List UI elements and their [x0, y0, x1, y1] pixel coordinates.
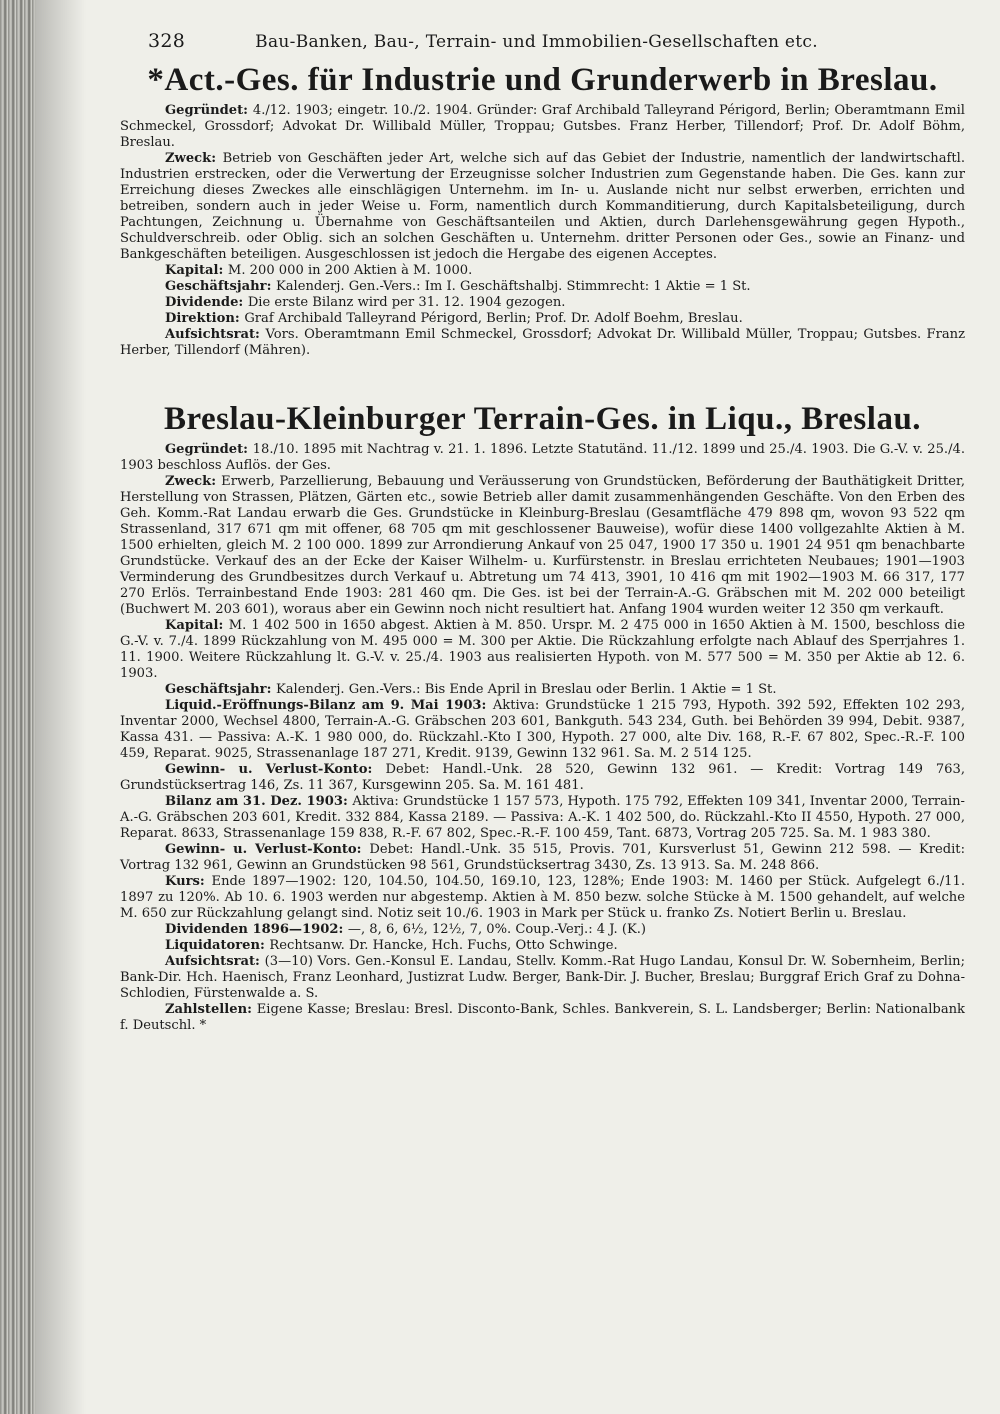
section-label: Bilanz am 31. Dez. 1903 :	[165, 794, 352, 809]
entry-paragraph	[120, 794, 965, 842]
section-text: Die erste Bilanz wird per 31. 12. 1904 gezogen.	[247, 295, 566, 310]
section-label: Zweck :	[165, 474, 221, 489]
section-label: Kapital :	[165, 263, 228, 278]
section-text: Graf Archibald Talleyrand Périgord, Berlin; Prof. Dr. Adolf Boehm, Breslau.	[244, 311, 743, 326]
section-label: Aufsichtsrat :	[165, 327, 266, 342]
running-head	[120, 30, 965, 52]
section-text: Erwerb, Parzellierung, Bebauung und Veräusserung von Grundstücken, Beförderung der Bauthätigkeit Dritter, Herstellung von Strassen, Plätzen, Gärten etc., sowie Betrieb aller damit zusammenhängenden Geschäfte. Von den Erben des Geh. Komm.-Rat Landau erwarb die Ges. Grundstücke in Kleinburg-Breslau (Gesamtfläche 479 898 qm, wovon 93 522 qm Strassenland, 317 671 qm mit offener, 68 705 qm mit geschlossener Bauweise), wofür diese 1400 vollgezahlte Aktien à M. 1500 erhielten, gleich M. 2 100 000. 1899 zur Arrondierung Ankauf von 25 047, 1900 17 350 u. 1901 24 951 qm benachbarte Grundstücke. Verkauf des an der Ecke der Kaiser Wilhelm- u. Kurfürstenstr. in Breslau errichteten Neubaues; 1901—1903 Verminderung des Grundbesitzes durch Verkauf u. Abtretung um 74 413, 3901, 10 416 qm mit 1902—1903 M. 66 317, 177 270 Erlös. Terrainbestand Ende 1903: 281 460 qm. Die Ges. ist bei der Terrain-A.-G. Gräbschen mit M. 202 000 beteiligt (Buchwert M. 203 601), woraus aber ein Gewinn noch nicht resultiert hat. Anfang 1904 wurden weiter 12 350 qm verkauft.	[120, 474, 965, 617]
entry-paragraph	[120, 442, 965, 474]
entry-paragraph	[120, 682, 965, 698]
section-label: Geschäftsjahr :	[165, 279, 276, 294]
section-text: Eigene Kasse; Breslau: Bresl. Disconto-Bank, Schles. Bankverein, S. L. Landsberger; Berlin: Nationalbank f. Deutschl. *	[120, 1002, 965, 1033]
section-text: Kalenderj. Gen.-Vers.: Im I. Geschäftshalbj. Stimmrecht: 1 Aktie = 1 St.	[275, 279, 751, 294]
section-label: Direktion :	[165, 311, 244, 326]
entry-paragraph	[120, 311, 965, 327]
entry-paragraph	[120, 842, 965, 874]
running-title: Bau-Banken, Bau-, Terrain- und Immobilien-Gesellschaften etc.	[255, 32, 818, 52]
section-label: Geschäftsjahr :	[165, 682, 276, 697]
section-label: Liquid.-Eröffnungs-Bilanz am 9. Mai 1903 :	[165, 698, 493, 713]
entry-paragraph	[120, 922, 965, 938]
company-entry-body	[120, 103, 965, 359]
section-text: —, 8, 6, 6½, 12½, 7, 0%. Coup.-Verj.: 4 J. (K.)	[347, 922, 646, 937]
section-label: Kurs :	[165, 874, 212, 889]
company-title: Breslau-Kleinburger Terrain-Ges. in Liqu., Breslau.	[163, 401, 922, 437]
section-text: Aktiva: Grundstücke 1 157 573, Hypoth. 175 792, Effekten 109 341, Inventar 2000, Terrain-A.-G. Gräbschen 203 601, Kredit. 332 884, Kassa 2189. — Passiva: A.-K. 1 402 500, do. Rückzahl.-Kto II 4550, Hypoth. 27 000, Reparat. 8633, Strassenanlage 159 838, R.-F. 67 802, Spec.-R.-F. 100 459, Tant. 6873, Vortrag 205 725. Sa. M. 1 983 380.	[120, 794, 965, 841]
company-entry-body	[120, 442, 965, 1034]
section-text: Debet: Handl.-Unk. 35 515, Provis. 701, Kursverlust 51, Gewinn 212 598. — Kredit: Vortrag 132 961, Gewinn an Grundstücken 98 561, Grundstücksertrag 3430, Zs. 13 913. Sa. M. 248 866.	[120, 842, 965, 873]
entry-paragraph	[120, 295, 965, 311]
document-page	[120, 30, 965, 1034]
section-text: Ende 1897—1902: 120, 104.50, 104.50, 169.10, 123, 128%; Ende 1903: M. 1460 per Stück. Aufgelegt 6./11. 1897 zu 120%. Ab 10. 6. 1903 werden nur abgestemp. Aktien à M. 850 bezw. solche Stücke à M. 1500 gehandelt, auf welche M. 650 zur Rückzahlung gelangt sind. Notiz seit 10./6. 1903 in Mark per Stück u. franko Zs. Notiert Berlin u. Breslau.	[120, 874, 965, 921]
entry-paragraph	[120, 954, 965, 1002]
section-text: M. 200 000 in 200 Aktien à M. 1000.	[227, 263, 473, 278]
section-label: Zweck :	[165, 151, 223, 166]
section-label: Gegründet :	[165, 442, 253, 457]
entry-paragraph	[120, 279, 965, 295]
section-text: 4./12. 1903; eingetr. 10./2. 1904. Gründer: Graf Archibald Talleyrand Périgord, Berlin; Oberamtmann Emil Schmeckel, Grossdorf; Advokat Dr. Willibald Müller, Troppau; Gutsbes. Franz Herber, Tillendorf; Prof. Dr. Adolf Böhm, Breslau.	[120, 103, 965, 150]
entry-paragraph	[120, 103, 965, 151]
section-text: Vors. Oberamtmann Emil Schmeckel, Grossdorf; Advokat Dr. Willibald Müller, Troppau; Gutsbes. Franz Herber, Tillendorf (Mähren).	[120, 327, 965, 358]
section-text: Aktiva: Grundstücke 1 215 793, Hypoth. 392 592, Effekten 102 293, Inventar 2000, Wechsel 4800, Terrain-A.-G. Gräbschen 203 601, Bankguth. 543 234, Guth. bei Behörden 39 994, Debit. 9387, Kassa 431. — Passiva: A.-K. 1 980 000, do. Rückzahl.-Kto I 300, Hypoth. 27 000, alte Div. 168, R.-F. 67 802, Spec.-R.-F. 100 459, Reparat. 9025, Strassenanlage 187 271, Kredit. 9139, Gewinn 132 961. Sa. M. 2 514 125.	[120, 698, 965, 761]
section-text: Kalenderj. Gen.-Vers.: Bis Ende April in Breslau oder Berlin. 1 Aktie = 1 St.	[275, 682, 777, 697]
section-text: Betrieb von Geschäften jeder Art, welche sich auf das Gebiet der Industrie, namentlich der landwirtschaftl. Industrien erstrecken, oder die Verwertung der Erzeugnisse solcher Industrien zum Gegenstande haben. Die Ges. kann zur Erreichung dieses Zweckes alle einschlägigen Unternehm. im In- u. Auslande nicht nur selbst erwerben, errichten und betreiben, sondern auch in jeder Weise u. Form, namentlich durch Kommanditierung, durch Kapitalsbeteiligung, durch Pachtungen, Zeichnung u. Übernahme von Geschäftsanteilen und Aktien, durch Darlehensgewährung gegen Hypoth., Schuldverschreib. oder Oblig. sich an solchen Geschäften u. Unternehm. dritter Personen oder Ges., sowie an Finanz- und Bankgeschäften beteiligen. Ausgeschlossen ist jedoch die Hergabe des eigenen Acceptes.	[120, 151, 965, 262]
gutter-shadow	[36, 0, 86, 1414]
entry-paragraph	[120, 938, 965, 954]
section-label: Dividenden 1896—1902 :	[165, 922, 348, 937]
entry-paragraph	[120, 327, 965, 359]
page-number: 328	[148, 30, 186, 52]
entry-paragraph	[120, 474, 965, 618]
entry-paragraph	[120, 618, 965, 682]
entry-separator	[120, 359, 965, 401]
section-label: Gewinn- u. Verlust-Konto :	[165, 842, 369, 857]
section-text: Debet: Handl.-Unk. 28 520, Gewinn 132 961. — Kredit: Vortrag 149 763, Grundstücksertrag 146, Zs. 11 367, Kursgewinn 205. Sa. M. 161 481.	[120, 762, 965, 793]
section-label: Gegründet :	[165, 103, 253, 118]
entry-paragraph	[120, 762, 965, 794]
section-label: Liquidatoren :	[165, 938, 269, 953]
section-label: Aufsichtsrat :	[165, 954, 265, 969]
entry-paragraph	[120, 698, 965, 762]
section-label: Zahlstellen :	[165, 1002, 257, 1017]
entry-paragraph	[120, 874, 965, 922]
section-label: Kapital :	[165, 618, 229, 633]
section-text: Rechtsanw. Dr. Hancke, Hch. Fuchs, Otto Schwinge.	[269, 938, 618, 953]
section-text: (3—10) Vors. Gen.-Konsul E. Landau, Stellv. Komm.-Rat Hugo Landau, Konsul Dr. W. Sobernheim, Berlin; Bank-Dir. Hch. Haenisch, Franz Leonhard, Justizrat Ludw. Berger, Bank-Dir. J. Bucher, Breslau; Burggraf Erich Graf zu Dohna-Schlodien, Fürstenwalde a. S.	[120, 954, 965, 1001]
entry-paragraph	[120, 151, 965, 263]
section-text: 18./10. 1895 mit Nachtrag v. 21. 1. 1896. Letzte Statutänd. 11./12. 1899 und 25./4. 1903. Die G.-V. v. 25./4. 1903 beschloss Auflös. der Ges.	[120, 442, 965, 473]
entry-paragraph	[120, 263, 965, 279]
book-binding	[0, 0, 36, 1414]
section-label: Dividende :	[165, 295, 248, 310]
section-label: Gewinn- u. Verlust-Konto :	[165, 762, 386, 777]
company-title: *Act.-Ges. für Industrie und Grunderwerb in Breslau.	[147, 62, 938, 98]
entry-paragraph	[120, 1002, 965, 1034]
section-text: M. 1 402 500 in 1650 abgest. Aktien à M. 850. Urspr. M. 2 475 000 in 1650 Aktien à M. 1500, beschloss die G.-V. v. 7./4. 1899 Rückzahlung von M. 495 000 = M. 300 per Aktie. Die Rückzahlung erfolgte nach Ablauf des Sperrjahres 1. 11. 1900. Weitere Rückzahlung lt. G.-V. v. 25./4. 1903 aus realisierten Hypoth. von M. 577 500 = M. 350 per Aktie ab 12. 6. 1903.	[120, 618, 965, 681]
entries	[120, 62, 965, 1034]
